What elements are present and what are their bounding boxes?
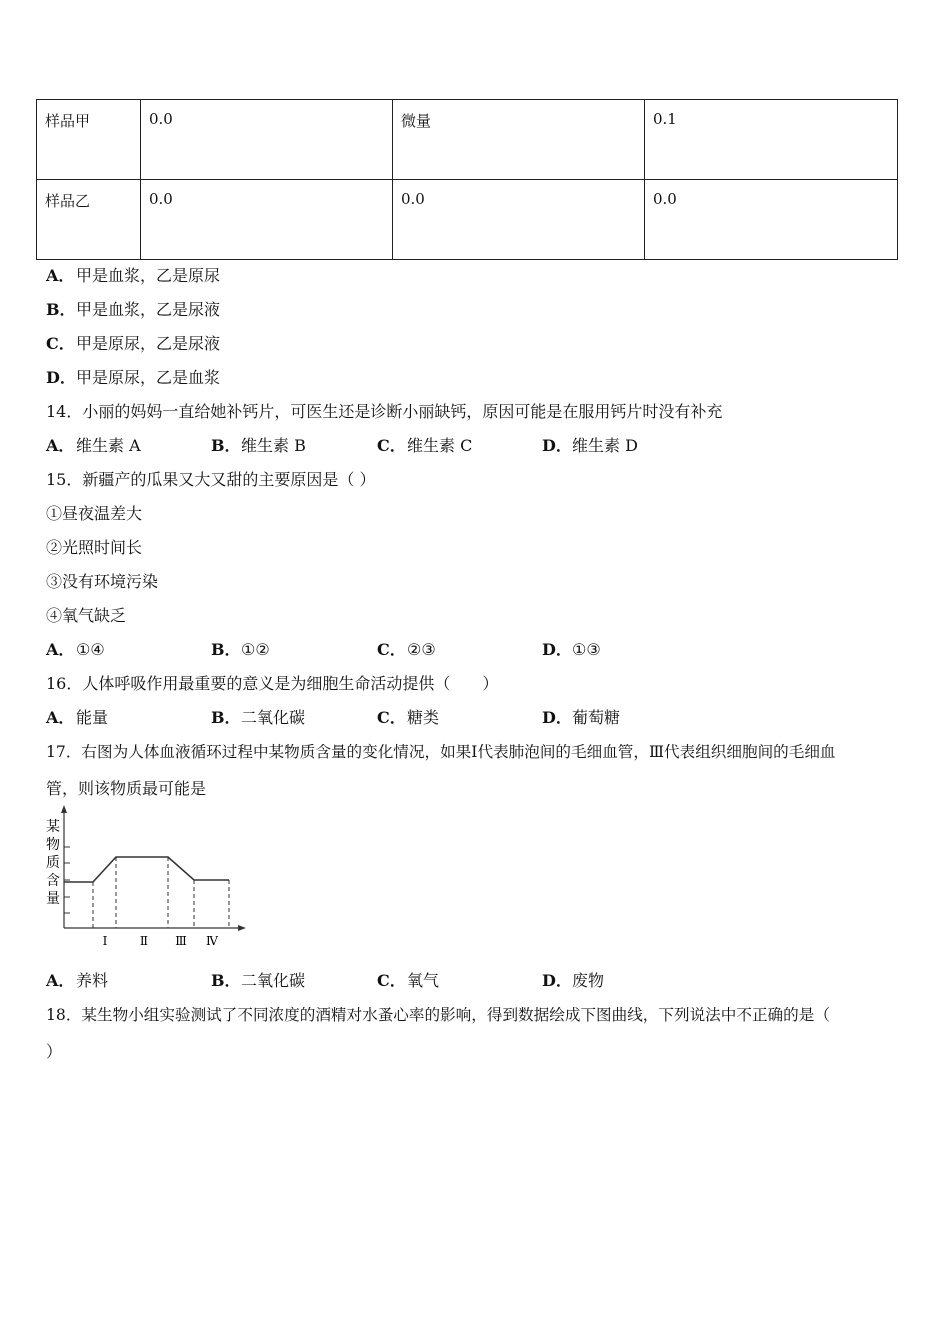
table-cell: 0.0 <box>645 180 898 260</box>
q13-option-a <box>46 266 906 286</box>
option-letter: D． <box>542 640 572 659</box>
q16-stem: 16．人体呼吸作用最重要的意义是为细胞生命活动提供（ ） <box>46 674 499 693</box>
table-cell: 0.0 <box>141 180 393 260</box>
option-letter: D． <box>46 368 76 387</box>
y-label-char: 某 <box>46 819 60 835</box>
q14-options <box>46 436 906 456</box>
option-text: ①② <box>241 640 270 659</box>
q15-item: ④氧气缺乏 <box>46 606 127 625</box>
table-row <box>37 100 898 180</box>
q17-stem-line1: 17．右图为人体血液循环过程中某物质含量的变化情况，如果Ⅰ代表肺泡间的毛细血管，Ⅲ代表组织细胞间的毛细血 <box>46 743 836 761</box>
option-text: 维生素 B <box>241 436 306 455</box>
table-cell: 微量 <box>393 100 645 180</box>
q17-stem-line2: 管，则该物质最可能是 <box>46 779 207 798</box>
y-label-char: 物 <box>46 837 60 853</box>
option-text: 糖类 <box>407 708 440 727</box>
table-cell: 0.0 <box>141 100 393 180</box>
option-text: 二氧化碳 <box>241 708 306 727</box>
y-label-char: 含 <box>46 873 60 889</box>
sample-table <box>36 99 898 260</box>
q15-item: ③没有环境污染 <box>46 572 159 591</box>
x-axis-arrow <box>238 925 246 931</box>
q17-options <box>46 971 906 991</box>
y-label-char: 质 <box>46 855 60 871</box>
option-letter: B． <box>46 300 76 319</box>
q13-option-d <box>46 368 906 388</box>
table-cell: 样品甲 <box>37 100 141 180</box>
option-letter: B． <box>211 971 241 990</box>
content-curve <box>64 857 229 882</box>
option-text: ①④ <box>76 640 105 659</box>
option-text: 葡萄糖 <box>572 708 621 727</box>
option-text: ②③ <box>407 640 436 659</box>
option-letter: A． <box>46 266 75 285</box>
option-letter: D． <box>542 436 572 455</box>
option-letter: C． <box>377 971 406 990</box>
option-letter: C． <box>46 334 75 353</box>
q13-option-b <box>46 300 906 320</box>
q15-stem: 15．新疆产的瓜果又大又甜的主要原因是（ ） <box>46 470 376 489</box>
option-text: 甲是原尿，乙是尿液 <box>76 334 221 353</box>
q18-stem-line2: ） <box>46 1042 63 1061</box>
x-tick-label: Ⅱ <box>139 934 149 948</box>
q15-item: ②光照时间长 <box>46 538 143 557</box>
option-letter: D． <box>542 971 572 990</box>
q18-stem-line1: 18．某生物小组实验测试了不同浓度的酒精对水蚤心率的影响，得到数据绘成下图曲线，下列说法中不正确的是（ <box>46 1006 830 1024</box>
option-letter: A． <box>46 640 75 659</box>
option-text: 维生素 A <box>76 436 141 455</box>
option-text: 维生素 C <box>407 436 473 455</box>
x-tick-label: Ⅲ <box>175 934 187 948</box>
option-letter: C． <box>377 436 406 455</box>
option-text: 氧气 <box>407 971 440 990</box>
option-letter: D． <box>542 708 572 727</box>
option-letter: A． <box>46 708 75 727</box>
x-tick-label: Ⅳ <box>206 934 218 948</box>
option-letter: A． <box>46 436 75 455</box>
option-text: 二氧化碳 <box>241 971 306 990</box>
option-text: 维生素 D <box>572 436 638 455</box>
table-cell: 样品乙 <box>37 180 141 260</box>
option-text: 甲是血浆，乙是尿液 <box>76 300 221 319</box>
option-letter: B． <box>211 436 241 455</box>
q13-option-c <box>46 334 906 354</box>
substance-content-chart <box>40 805 250 950</box>
option-text: 废物 <box>572 971 605 990</box>
option-text: 能量 <box>76 708 109 727</box>
option-letter: A． <box>46 971 75 990</box>
option-text: 甲是血浆，乙是原尿 <box>76 266 221 285</box>
q14-stem: 14．小丽的妈妈一直给她补钙片，可医生还是诊断小丽缺钙，原因可能是在服用钙片时没有补充 <box>46 402 723 421</box>
x-tick-label: Ⅰ <box>102 934 108 948</box>
q15-options <box>46 640 906 660</box>
table-cell: 0.1 <box>645 100 898 180</box>
q15-item: ①昼夜温差大 <box>46 504 143 523</box>
table-cell: 0.0 <box>393 180 645 260</box>
option-letter: B． <box>211 708 241 727</box>
y-axis-arrow <box>61 805 67 813</box>
y-label-char: 量 <box>46 891 60 907</box>
option-text: ①③ <box>572 640 601 659</box>
q16-options <box>46 708 906 728</box>
option-text: 养料 <box>76 971 109 990</box>
option-letter: C． <box>377 640 406 659</box>
option-letter: B． <box>211 640 241 659</box>
option-letter: C． <box>377 708 406 727</box>
table-row <box>37 180 898 260</box>
option-text: 甲是原尿，乙是血浆 <box>76 368 221 387</box>
